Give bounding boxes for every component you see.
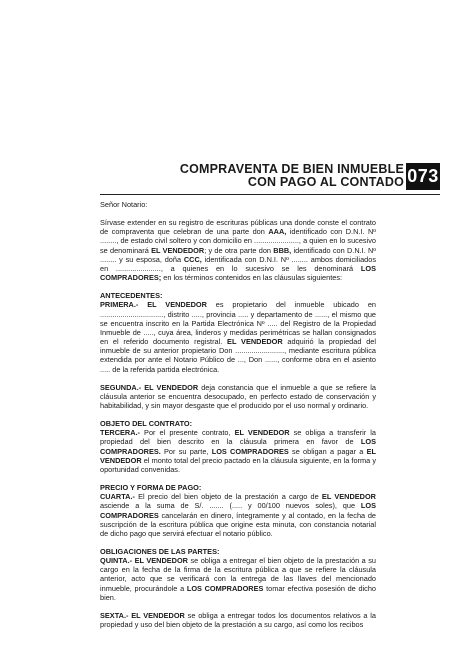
clause-label: SEXTA.- EL VENDEDOR	[100, 610, 185, 620]
clause-sexta	[100, 611, 376, 629]
section-heading-antecedentes: ANTECEDENTES:	[100, 291, 163, 301]
clause-label: TERCERA.-	[100, 428, 140, 438]
clause-bold-term: LOS COMPRADORES	[186, 583, 264, 593]
clause-text: es propietario del inmueble ubicado en ..............................., distrito ....., provincia ..... y departamento de ......, el mismo que se encuentra inscrito en la Partida Electrónica Nº ..... del Registro de la Propiedad Inmueble de ....., cuya área, linderos y medidas perimétricas se hallan consignados en el referido documento registral.	[100, 300, 376, 347]
party-vendedor: EL VENDEDOR	[151, 245, 205, 255]
clause-text: cancelarán en dinero, íntegramente y al contado, en la fecha de suscripción de la escritura pública que origine esta minuta, con constancia notarial de dicho pago que servirá efectuar el notario público.	[100, 510, 376, 538]
clause-bold-term: LOS COMPRADORES	[211, 446, 289, 456]
intro-text-1: Sírvase extender en su registro de escrituras públicas una donde conste el contrato de compraventa que celebran de una parte don	[100, 218, 376, 237]
salutation: Señor Notario:	[100, 200, 148, 209]
clause-label: PRIMERA.- EL VENDEDOR	[100, 300, 207, 310]
intro-text-2: identificado con D.N.I. Nº ........, de estado civil soltero y con domicilio en ......................, a quien en lo sucesivo se denominará	[100, 227, 376, 255]
section-heading-objeto: OBJETO DEL CONTRATO:	[100, 419, 193, 429]
intro-text-5: identificada con D.N.I. Nº ........ ambos domiciliados en ......................, a quienes en lo sucesivo se les denominará	[100, 254, 376, 273]
clause-text: Por su parte,	[160, 446, 212, 456]
clause-bold-term: LOS COMPRADORES	[100, 501, 376, 520]
document-title	[180, 163, 404, 189]
clause-bold-term: EL VENDEDOR	[234, 428, 290, 438]
clause-bold-term: EL VENDEDOR	[321, 492, 376, 502]
clause-label: SEGUNDA.- EL VENDEDOR	[100, 382, 199, 392]
clause-text: adquirió la propiedad del inmueble de su anterior propietario Don ........................, mediante escritura pública extendida por ante el Notario Público de ..., Don ......, conforme obra en el asiento ..... de la referida partida electrónica.	[100, 337, 376, 374]
clause-text: deja constancia que el inmueble a que se refiere la cláusula anterior se encuentra desocupado, en perfecto estado de conservación y habitabilidad, y sin mayor desgaste que el producido por el uso normal y ordinario.	[100, 382, 376, 410]
clause-text: asciende a la suma de S/. ....... (..... y 00/100 nuevos soles), que	[100, 501, 361, 511]
clause-text: se obligan a pagar a	[288, 446, 367, 456]
clause-text: se obliga a entregar todos los documentos relativos a la propiedad y uso del bien objeto de la prestación a su cargo, así como los recibos	[100, 610, 376, 630]
clause-text: tomar efectiva posesión de dicho bien.	[100, 583, 377, 602]
clause-bold-term: LOS COMPRADORES.	[100, 437, 376, 456]
clause-text: Por el presente contrato,	[139, 428, 235, 438]
party-bbb: BBB,	[273, 245, 292, 255]
clause-quinta	[100, 556, 376, 602]
intro-paragraph	[100, 218, 376, 282]
clause-primera	[100, 300, 376, 373]
clause-cuarta	[100, 492, 376, 538]
clause-text: se obliga a entregar el bien objeto de la prestación a su cargo en la fecha de la firma de la escritura pública a que se refiere la cláusula anterior, acto que se verificará con la entrega de las llaves del mencionado inmueble, procurándole a	[100, 556, 376, 593]
clause-label: QUINTA.- EL VENDEDOR	[100, 556, 188, 566]
title-line-2: CON PAGO AL CONTADO	[247, 175, 404, 189]
section-heading-precio: PRECIO Y FORMA DE PAGO:	[100, 483, 202, 493]
clause-text: El precio del bien objeto de la prestación a cargo de	[134, 492, 322, 502]
clause-label: CUARTA.-	[100, 492, 135, 502]
clause-bold-term: EL VENDEDOR	[100, 446, 377, 465]
document-number-badge: 073	[406, 163, 440, 190]
document-body	[100, 200, 376, 629]
clause-segunda	[100, 383, 376, 410]
party-ccc: CCC,	[183, 254, 202, 264]
intro-text-6: en los términos contenidos en las cláusulas siguientes:	[161, 273, 343, 283]
section-heading-obligaciones: OBLIGACIONES DE LAS PARTES:	[100, 547, 220, 556]
document-header	[100, 163, 440, 193]
party-aaa: AAA,	[268, 227, 287, 237]
header-divider	[100, 194, 440, 195]
clause-text: el monto total del precio pactado en la cláusula siguiente, en la forma y oportunidad convenidas.	[100, 455, 376, 474]
clause-tercera	[100, 428, 376, 474]
title-line-1: COMPRAVENTA DE BIEN INMUEBLE	[179, 162, 404, 176]
intro-text-4: identificado con D.N.I. Nº ........ y su esposa, doña	[100, 245, 376, 264]
clause-text: se obliga a transferir la propiedad del bien descrito en la cláusula primera en favor de	[100, 428, 376, 447]
intro-text-3: ; y de otra parte don	[204, 245, 274, 255]
party-compradores: LOS COMPRADORES;	[100, 263, 376, 283]
clause-bold-term: EL VENDEDOR	[227, 337, 283, 347]
